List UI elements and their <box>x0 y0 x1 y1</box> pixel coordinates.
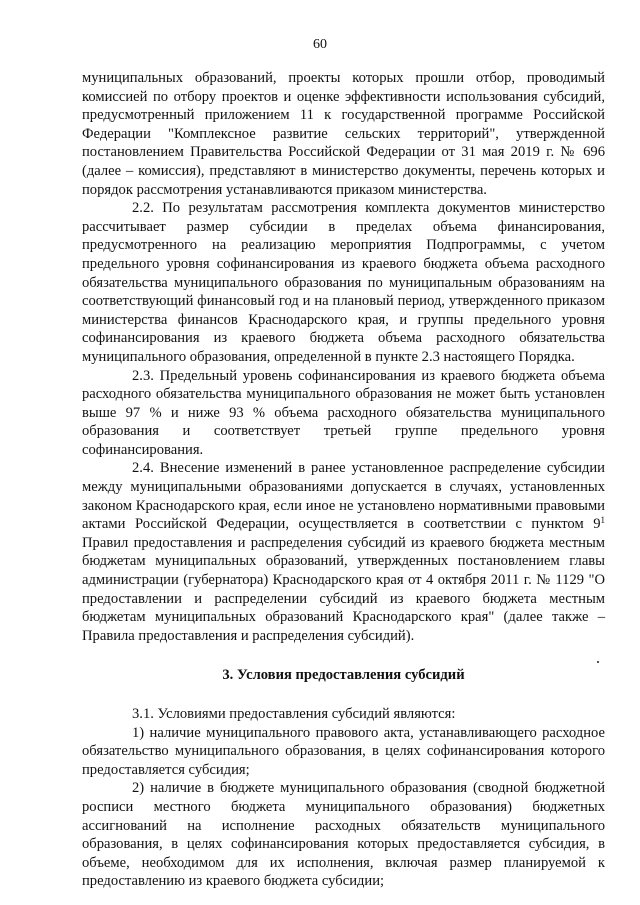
scan-speck <box>597 661 599 663</box>
list-item-1: 1) наличие муниципального правового акта, устанавливающего расходное обязательство муниципального образования, в целях софинансирования которого предоставляется субсидия; <box>82 724 605 778</box>
footnote-superscript: 1 <box>600 515 605 526</box>
paragraph-2-4-text-start: 2.4. Внесение изменений в ранее установленное распределение субсидии между муниципальными образованиями допускается в случаях, установленных законом Краснодарского края, если иное не установлено нормативными правовыми актами Российской Федерации, осуществляется в соответствии с пунктом 9 <box>82 460 605 533</box>
paragraph-2-4-text-end: Правил предоставления и распределения субсидий из краевого бюджета местным бюджетам муниципальных образований, утвержденных постановлением главы администрации (губернатора) Краснодарского края от 4 октября 2011 г. № 1129 "О предоставлении и распределении субсидий из краевого бюджета местным бюджетам муниципальных образований Краснодарского края" (далее также – Правила предоставления и распределения субсидий). <box>82 534 605 644</box>
paragraph-2-3: 2.3. Предельный уровень софинансирования из краевого бюджета объема расходного обязательства муниципального образования не может быть установлен выше 97 % и ниже 93 % объема расходного обязательства муниципального образования и соответствует третьей группе предельного уровня софинансирования. <box>82 367 605 458</box>
paragraph-continuation: муниципальных образований, проекты которых прошли отбор, проводимый комиссией по отбору проектов и оценке эффективности использования субсидий, предусмотренный приложением 11 к государственной программе Российской Федерации "Комплексное развитие сельских территорий", утвержденной постановлением Правительства Российской Федерации от 31 мая 2019 г. № 696 (далее – комиссия), представляют в министерство документы, перечень которых и порядок рассмотрения устанавливаются приказом министерства. <box>82 70 605 198</box>
paragraph-2-2: 2.2. По результатам рассмотрения комплекта документов министерство рассчитывает размер субсидии в пределах объема финансирования, предусмотренного на реализацию мероприятия Подпрограммы, с учетом предельного уровня софинансирования из краевого бюджета объема расходного обязательства муниципального образования по муниципальным образованиям на соответствующий финансовый год и на плановый период, утвержденного приказом министерства финансов Краснодарского края, и группы предельного уровня софинансирования из краевого бюджета объема расходного обязательства муниципального образования, определенной в пункте 2.3 настоящего Порядка. <box>82 200 605 365</box>
paragraph-3-1: 3.1. Условиями предоставления субсидий являются: <box>132 706 456 722</box>
section-title: 3. Условия предоставления субсидий <box>222 667 465 684</box>
paragraph-2-4 <box>82 459 605 645</box>
list-item-2: 2) наличие в бюджете муниципального образования (сводной бюджетной росписи местного бюджета муниципального образования) бюджетных ассигнований на исполнение расходных обязательств муниципального образования, в целях софинансирования которых предоставляется субсидия, в объеме, необходимом для их исполнения, включая размер планируемой к предоставлению из краевого бюджета субсидии; <box>82 780 605 890</box>
page-number: 60 <box>313 37 327 52</box>
document-body <box>82 69 605 891</box>
